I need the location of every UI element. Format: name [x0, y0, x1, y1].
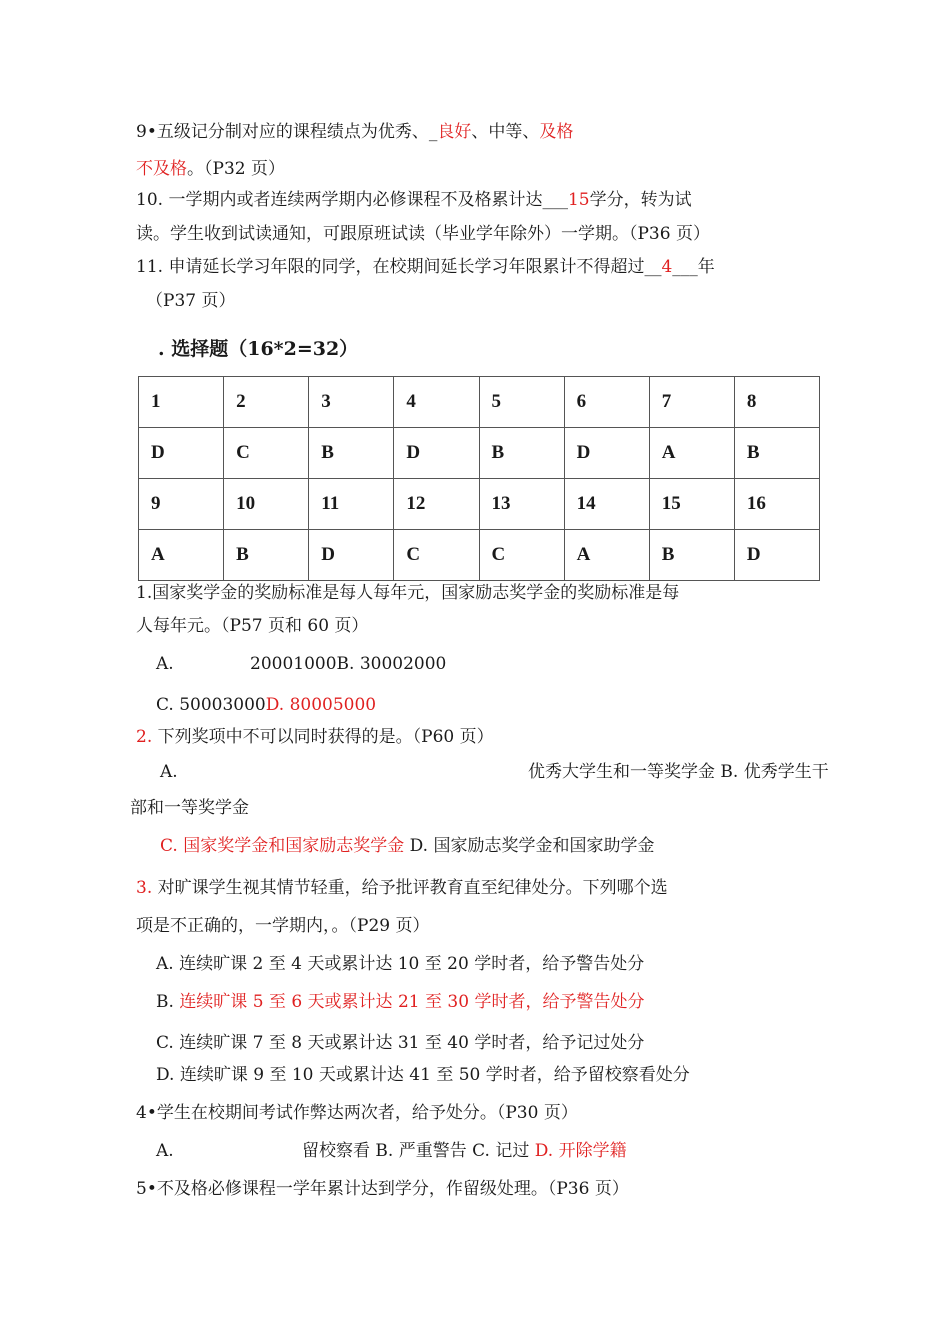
c2-answer: C. 国家奖学金和国家励志奖学金 [160, 836, 405, 856]
c1-options-ab: 20001000B. 30002000 [250, 654, 447, 674]
q9-answer-pass: 及格 [539, 122, 574, 142]
table-cell: B [734, 428, 819, 479]
table-cell: C [224, 428, 309, 479]
table-cell: A [139, 530, 224, 581]
c2-options-cd: C. 国家奖学金和国家励志奖学金 D. 国家励志奖学金和国家助学金 [160, 836, 655, 856]
table-cell: B [309, 428, 394, 479]
table-cell: 11 [309, 479, 394, 530]
answer-table [138, 376, 820, 581]
c3-option-d: D. 连续旷课 9 至 10 天或累计达 41 至 50 学时者，给予留校察看处分 [156, 1065, 690, 1085]
c3-option-a: A. 连续旷课 2 至 4 天或累计达 10 至 20 学时者，给予警告处分 [156, 954, 645, 974]
table-cell: A [564, 530, 649, 581]
q11-line2: （P37 页） [146, 291, 236, 311]
table-cell: 15 [649, 479, 734, 530]
c2-option-a: A. [160, 762, 178, 782]
q11-answer: 4 [661, 257, 673, 277]
c4-option-a: A. [156, 1141, 174, 1161]
table-cell: 1 [139, 377, 224, 428]
c3-answer: 连续旷课 5 至 6 天或累计达 21 至 30 学时者，给予警告处分 [179, 992, 645, 1012]
table-cell: A [649, 428, 734, 479]
table-cell: D [394, 428, 479, 479]
c2-options-ab: 优秀大学生和一等奖学金 B. 优秀学生干 [528, 762, 829, 782]
c2-stem: 2. 下列奖项中不可以同时获得的是。（P60 页） [136, 727, 494, 747]
c5-stem: 5•不及格必修课程一学年累计达到学分，作留级处理。（P36 页） [136, 1179, 629, 1199]
table-cell: C [479, 530, 564, 581]
section-title: . 选择题（16*2=32） [158, 338, 359, 360]
table-cell: D [564, 428, 649, 479]
table-cell: 5 [479, 377, 564, 428]
c3-option-b: B. 连续旷课 5 至 6 天或累计达 21 至 30 学时者，给予警告处分 [156, 992, 645, 1012]
q10-line2: 读。学生收到试读通知，可跟原班试读（毕业学年除外）一学期。（P36 页） [136, 224, 710, 244]
table-cell: 16 [734, 479, 819, 530]
table-row [139, 428, 820, 479]
table-cell: B [479, 428, 564, 479]
q10-answer: 15 [567, 190, 590, 210]
q10-line1: 10. 一学期内或者连续两学期内必修课程不及格累计达___15学分，转为试 [136, 190, 692, 210]
c1-options-cd: C. 50003000D. 80005000 [156, 695, 377, 715]
c3-stem-line2: 项是不正确的，一学期内，。（P29 页） [136, 916, 430, 936]
table-cell: 4 [394, 377, 479, 428]
c1-answer: D. 80005000 [265, 695, 377, 715]
table-cell: B [649, 530, 734, 581]
c4-stem: 4•学生在校期间考试作弊达两次者，给予处分。（P30 页） [136, 1103, 578, 1123]
table-cell: 6 [564, 377, 649, 428]
c1-stem-line1: 1.国家奖学金的奖励标准是每人每年元，国家励志奖学金的奖励标准是每 [136, 583, 680, 603]
table-cell: 12 [394, 479, 479, 530]
c3-option-c: C. 连续旷课 7 至 8 天或累计达 31 至 40 学时者，给予记过处分 [156, 1033, 645, 1053]
q9-line1: 9•五级记分制对应的课程绩点为优秀、_良好、中等、及格 [136, 122, 574, 142]
table-row [139, 530, 820, 581]
c2-option-cont: 部和一等奖学金 [130, 798, 249, 818]
table-row [139, 479, 820, 530]
table-cell: D [309, 530, 394, 581]
table-cell: 3 [309, 377, 394, 428]
table-row [139, 377, 820, 428]
table-cell: 10 [224, 479, 309, 530]
table-cell: 9 [139, 479, 224, 530]
q9-line2: 不及格。（P32 页） [136, 159, 285, 179]
table-cell: 13 [479, 479, 564, 530]
table-cell: 8 [734, 377, 819, 428]
table-cell: B [224, 530, 309, 581]
table-cell: 2 [224, 377, 309, 428]
c1-stem-line2: 人每年元。（P57 页和 60 页） [136, 616, 369, 636]
table-cell: D [734, 530, 819, 581]
c4-options: 留校察看 B. 严重警告 C. 记过 D. 开除学籍 [302, 1141, 627, 1161]
c4-answer: D. 开除学籍 [534, 1141, 627, 1161]
table-cell: D [139, 428, 224, 479]
table-cell: 14 [564, 479, 649, 530]
table-cell: 7 [649, 377, 734, 428]
c3-stem-line1: 3. 对旷课学生视其情节轻重，给予批评教育直至纪律处分。下列哪个选 [136, 878, 668, 898]
q9-answer-good: 良好 [437, 122, 472, 142]
q11-line1: 11. 申请延长学习年限的同学，在校期间延长学习年限累计不得超过__4___年 [136, 257, 715, 277]
table-cell: C [394, 530, 479, 581]
c1-option-a: A. [156, 654, 174, 674]
